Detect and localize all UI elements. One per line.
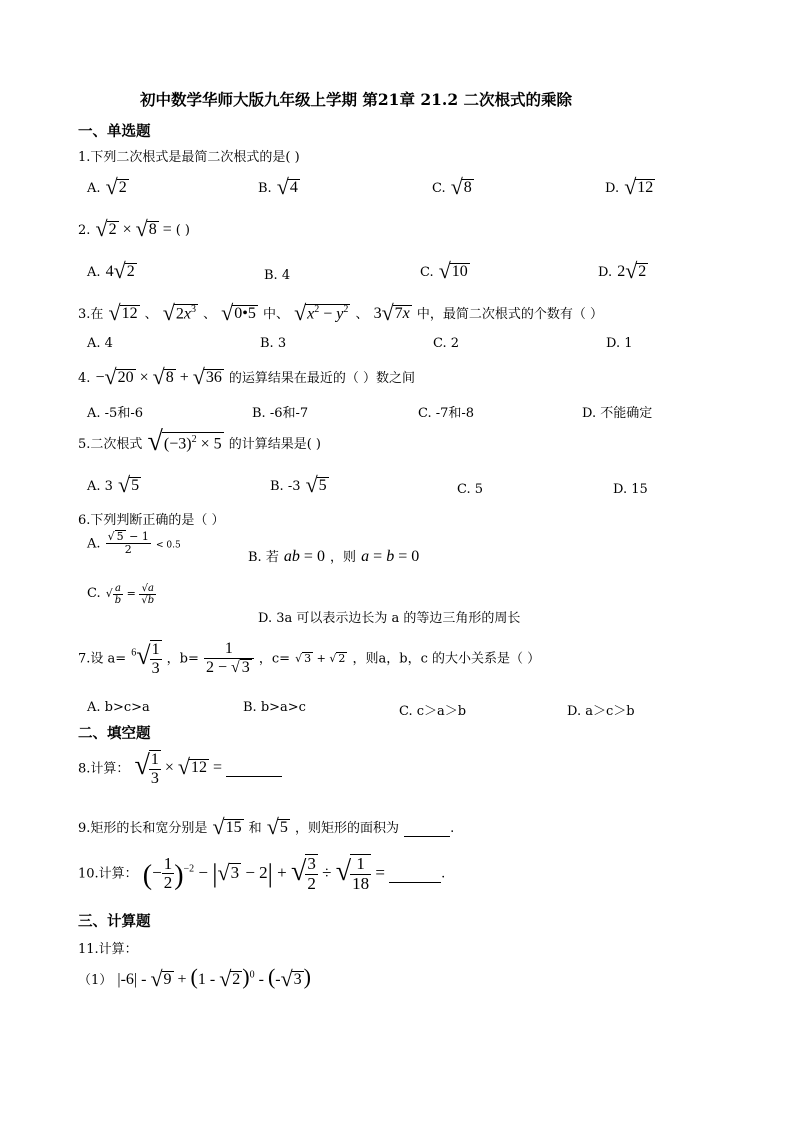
q1-option-b: B. √4 [258,174,298,199]
q3-option-d: D. 1 [606,336,633,351]
page-title: 初中数学华师大版九年级上学期 第21章 21.2 二次根式的乘除 [140,90,573,109]
question-4-stem: 4. −√20 × √8 + √36 的运算结果在最近的（ ）数之间 [78,364,416,389]
q4-option-a: A. -5和-6 [87,406,143,421]
q8-answer-blank[interactable] [226,757,282,777]
q10-answer-blank[interactable] [389,863,441,883]
question-8-stem: 8.计算： √ $\frac{1}{3}$ × √12 = [78,750,282,787]
q2-option-d: D. 2√2 [598,258,647,283]
section-heading-single-choice: 一、单选题 [78,123,151,140]
q1-option-a: A. √2 [87,174,127,199]
question-11-stem: 11.计算： [78,942,138,957]
question-5-stem: 5.二次根式 $√(-3)^2 \times 5$ 的计算结果是( ) [78,426,321,457]
q4-option-d: D. 不能确定 [582,406,653,421]
q3-option-b: B. 3 [260,336,287,351]
q3-option-c: C. 2 [433,336,460,351]
q7-option-d: D. a＞c＞b [567,704,635,719]
question-11-part-1: （1） |-6| - √9 + (1 - √2)$^0$ - (-√3) [78,964,311,991]
question-10-stem: 10.计算： (− $\frac{1}{2}$ )$^{-2}$ − |√3 − 2| + √ $\frac{3}{2}$ ÷ √ $\frac{1}{18}$ = . [78,853,446,893]
q4-option-b: B. -6和-7 [252,406,309,421]
q1-option-c-label: C. [432,181,446,196]
q4-option-c: C. -7和-8 [418,406,475,421]
q2-option-b: B. 4 [264,268,291,283]
q6-option-b: B. 若 ab = 0 ，则 a = b = 0 [248,548,420,565]
q7-option-a: A. b>c>a [87,700,150,715]
question-3-stem: 3.在 √12 、 $√2x^3$ 、 √0•5 中、 $√x^2 - y^2$ 、 3√7x 中，最简二次根式的个数有（ ） [78,300,604,325]
q2-option-c: C. √10 [420,258,468,283]
q6-option-d: D. 3a 可以表示边长为 a 的等边三角形的周长 [258,611,521,626]
q5-option-d: D. 15 [613,482,648,497]
q6-option-c: C. √ $\frac{a}{b}$ = $\frac{√a}{√b}$ [87,582,155,606]
q1-option-d-label: D. [605,181,620,196]
q5-option-a: A. 3 √5 [87,472,140,497]
q1-option-b-label: B. [258,181,272,196]
q5-option-c: C. 5 [457,482,484,497]
q1-option-d: D. √12 [605,174,654,199]
q3-option-a: A. 4 [87,336,113,351]
question-7-stem: 7.设 a= $^6$√ $\frac{1}{3}$ ，b= $\frac{1}{2 - √ 3}$ ，c= √ 3 + √ 2 ，则a，b，c 的大小关系是（ ） [78,640,541,677]
question-6-stem: 6.下列判断正确的是（ ） [78,513,225,528]
question-2-stem: 2. √2 × √8 = ( ) [78,216,190,241]
question-9-stem: 9.矩形的长和宽分别是 √15 和 √5 ，则矩形的面积为 . [78,814,455,839]
q7-option-c: C. c＞a＞b [399,704,467,719]
q7-option-b: B. b>a>c [243,700,306,715]
q1-option-c: C. √8 [432,174,472,199]
question-1-stem: 1.下列二次根式是最简二次根式的是( ) [78,150,300,165]
q5-option-b: B. -3 √5 [270,472,327,497]
q1-option-a-label: A. [87,181,101,196]
q6-option-a: A. $\frac{√ 5 - 1}{2}$ < 0.5 [87,530,181,557]
section-heading-fill-in: 二、填空题 [78,725,151,742]
section-heading-calculation: 三、计算题 [78,913,151,930]
q9-answer-blank[interactable] [404,817,450,837]
q2-option-a: A. 4√2 [87,258,135,283]
